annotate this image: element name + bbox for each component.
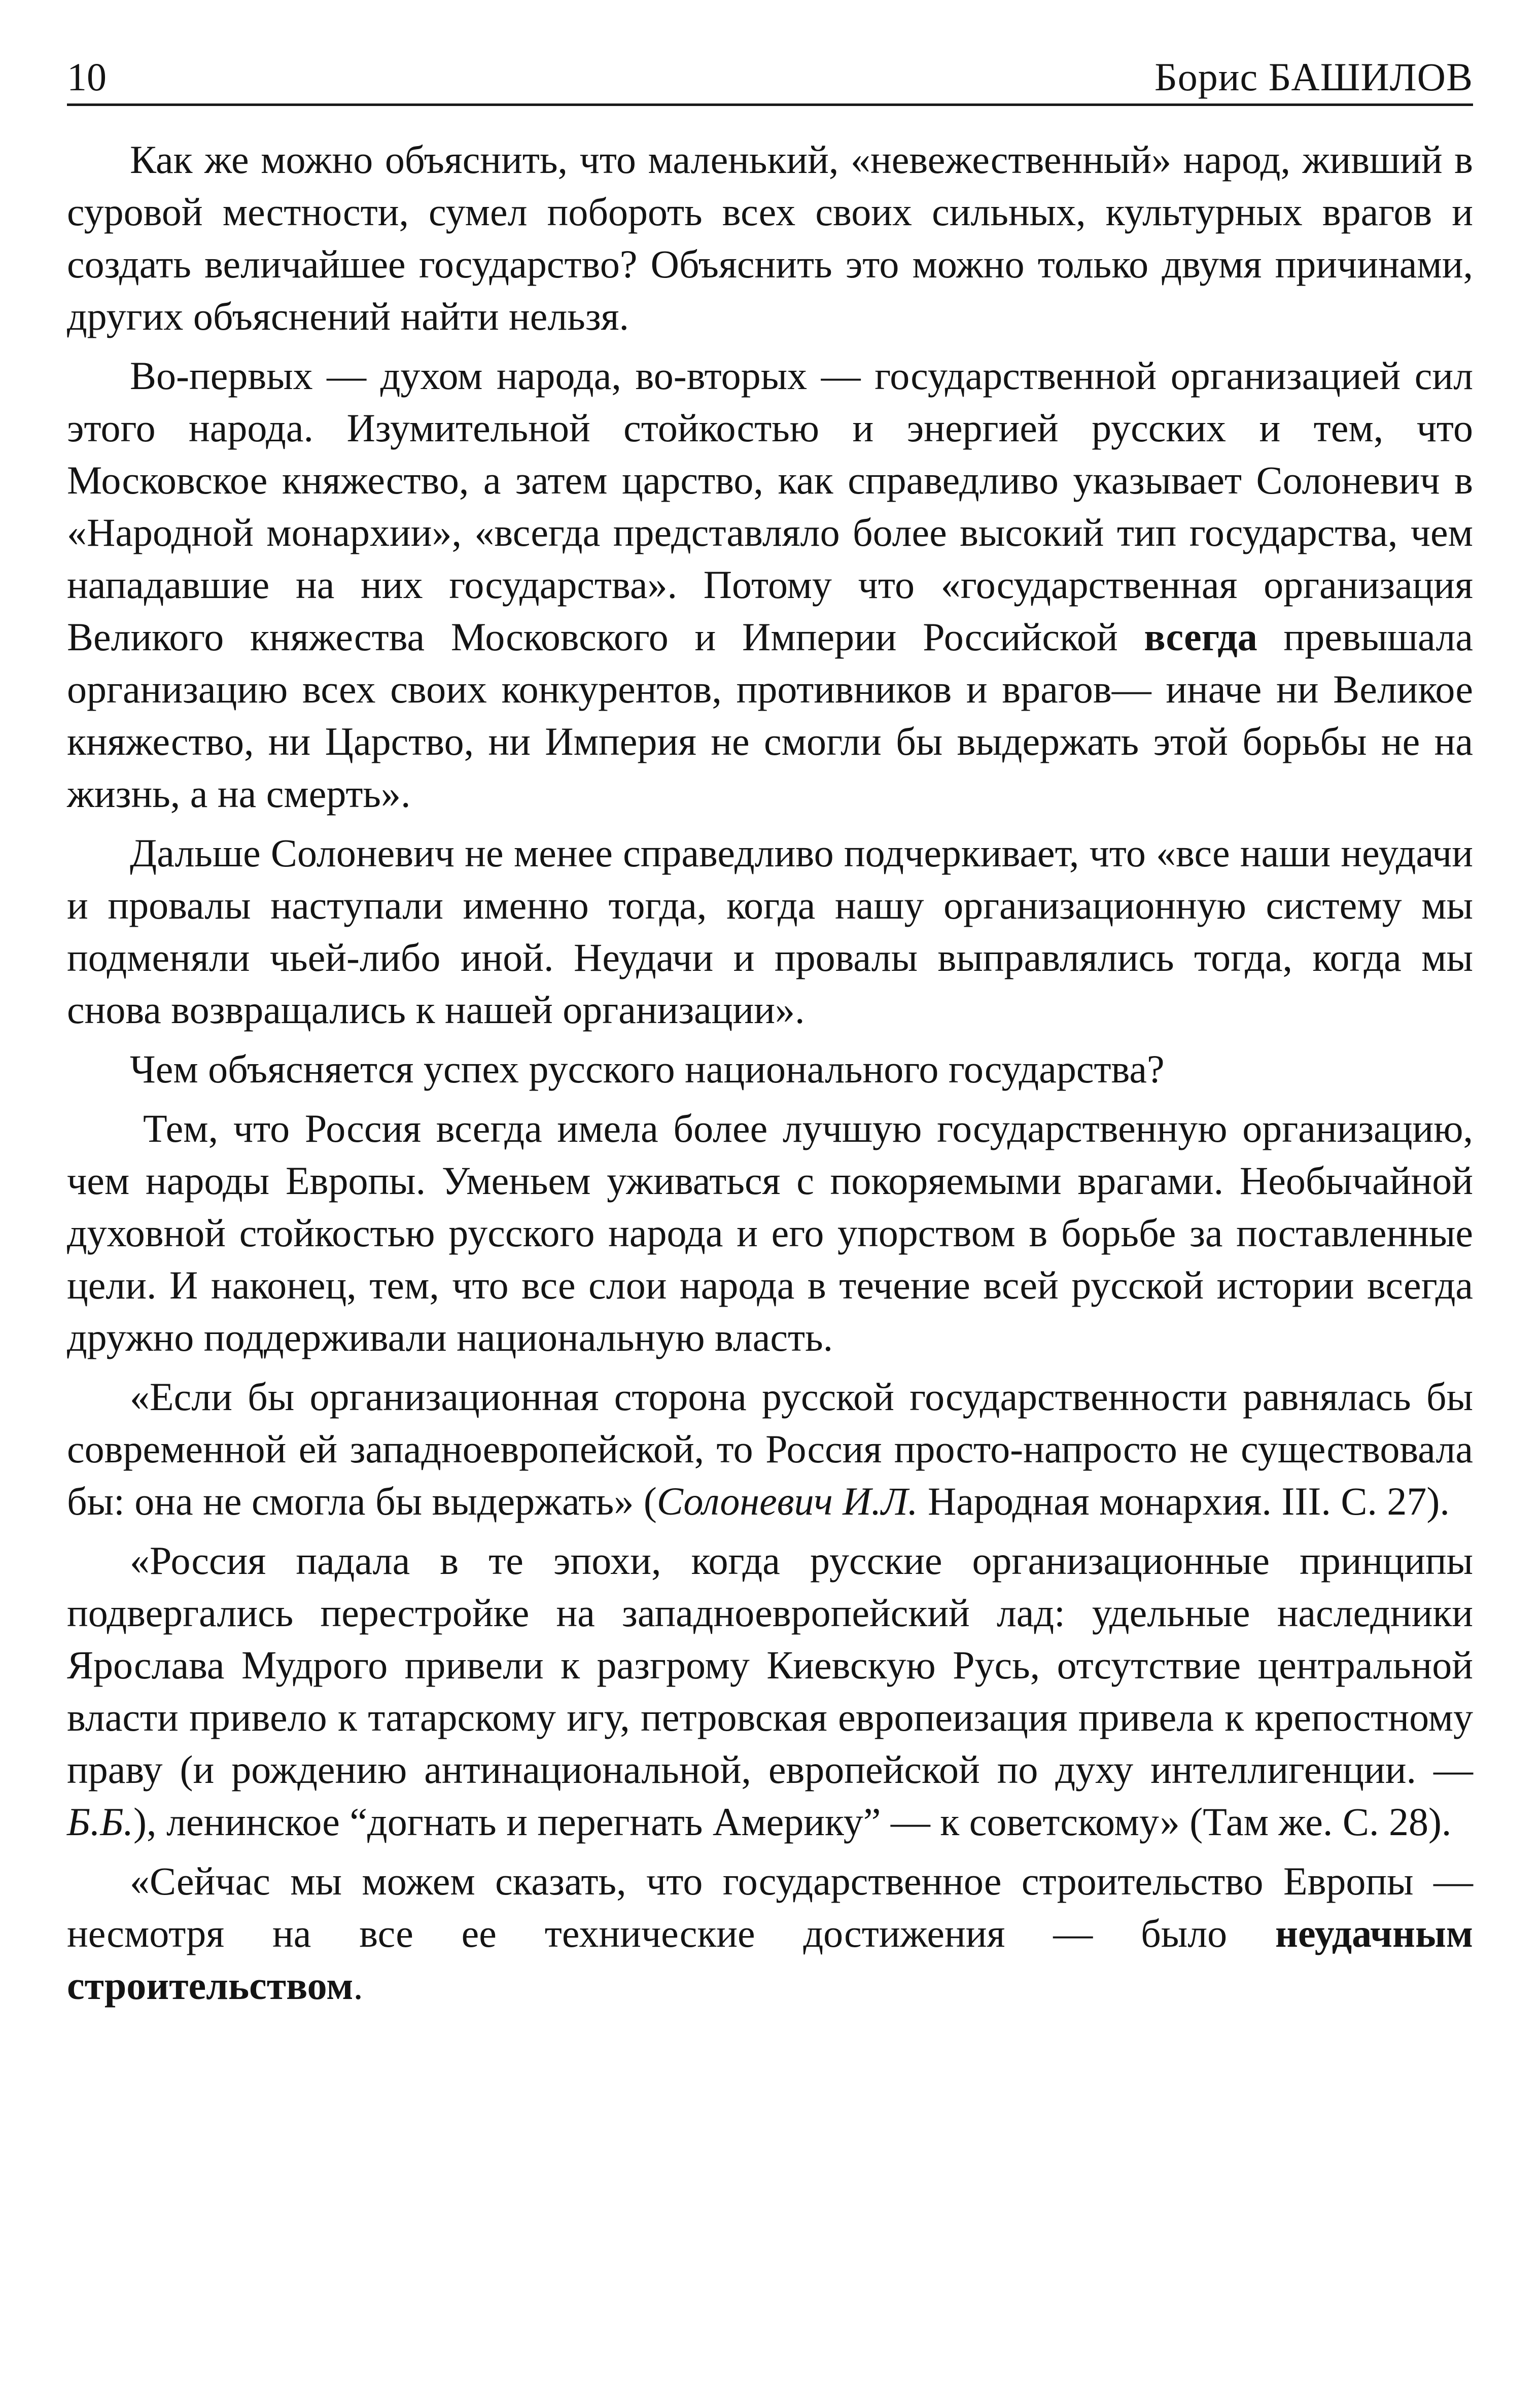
paragraph-text: Тем, что Россия всегда имела более лучшую государственную организацию, чем народы Европы. Уменьем уживаться с покоряемыми врагами. Необычайной духовной стойкостью русского народа и его упорством в борьбе за поставленные цели. И наконец, тем, что все слои народа в течение всей русской истории всегда дружно поддерживали национальную власть. [67,1106,1473,1359]
paragraph-3 [67,827,1473,1036]
paragraph-text: Дальше Солоневич не менее справедливо подчеркивает, что «все наши неудачи и провалы наступали именно тогда, когда нашу организационную систему мы подменяли чьей-либо иной. Неудачи и провалы выправлялись тогда, когда мы снова возвращались к нашей организации». [67,831,1473,1032]
page-header [67,51,1473,106]
paragraph-8 [67,1855,1473,2012]
paragraph-text: «Сейчас мы можем сказать, что государственное строительство Европы — несмотря на все ее технические достижения — было [67,1859,1473,1955]
paragraph-2 [67,349,1473,820]
author-initials: Б.Б. [67,1800,134,1844]
paragraph-text: ), ленинское “догнать и перегнать Америку” — к советскому» (Там же. С. 28). [133,1800,1452,1844]
paragraph-text: «Если бы организационная сторона русской государственности равнялась бы современной ей западноевропейской, то Россия просто-напросто не существовала бы: она не смогла бы выдержать» ( [67,1375,1473,1523]
paragraph-1 [67,133,1473,342]
body-text [67,133,1473,2012]
paragraph-4 [67,1043,1473,1095]
emphasis-bold: неудачным строительством [67,1911,1473,2008]
paragraph-text: «Россия падала в те эпохи, когда русские организационные принципы подвергались перестройке на западноевропейский лад: удельные наследники Ярослава Мудрого привели к разгрому Киевскую Русь, отсутствие центральной власти привело к татарскому игу, петровская европеизация привела к крепостному праву (и рождению антинациональной, европейской по духу интеллигенции. — [67,1538,1473,1792]
paragraph-5 [67,1102,1473,1363]
paragraph-text: Народная монархия. III. С. 27). [918,1479,1450,1523]
paragraph-text: Как же можно объяснить, что маленький, «невежественный» народ, живший в суровой местности, сумел побороть всех своих сильных, культурных врагов и создать величайшее государство? Объяснить это можно только двумя причинами, других объяснений найти нельзя. [67,137,1473,338]
paragraph-6 [67,1371,1473,1527]
paragraph-text: Во-первых — духом народа, во-вторых — государственной организацией сил этого народа. Изумительной стойкостью и энергией русских и тем, что Московское княжество, а затем царство, как справедливо указывает Солоневич в «Народной монархии», «всегда представляло более высокий тип государства, чем нападавшие на них государства». Потому что «государственная организация Великого княжества Московского и Империи Российской [67,354,1473,659]
paragraph-7 [67,1534,1473,1848]
paragraph-text: превышала организацию всех своих конкурентов, противников и врагов— иначе ни Великое княжество, ни Царство, ни Империя не смогли бы выдержать этой борьбы не на жизнь, а на смерть». [67,615,1473,816]
paragraph-text: . [353,1963,363,2008]
page-number: 10 [67,55,107,99]
citation-author: Солоневич И.Л. [656,1479,918,1523]
book-page [67,51,1473,2364]
emphasis-bold: всегда [1144,615,1257,659]
running-head: Борис БАШИЛОВ [1154,55,1473,99]
paragraph-text: Чем объясняется успех русского национального государства? [130,1047,1165,1091]
